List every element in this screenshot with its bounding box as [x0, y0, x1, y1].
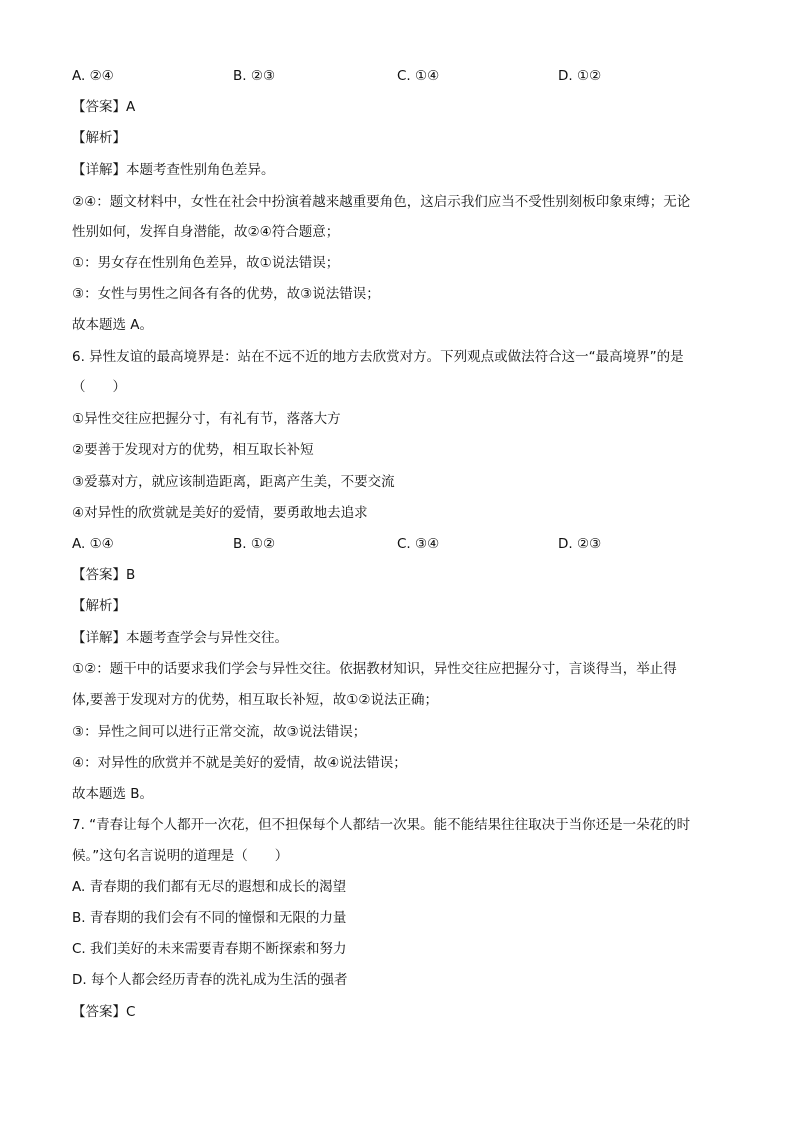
q6-conclusion: 故本题选 B。	[72, 786, 154, 802]
q6-detail-line: ③：异性之间可以进行正常交流，故③说法错误；	[72, 724, 367, 740]
q6-item: ③爱慕对方，就应该制造距离，距离产生美，不要交流	[72, 474, 395, 490]
q5-option-c: C. ①④	[397, 68, 440, 84]
q5-detail-line: ①：男女存在性别角色差异，故①说法错误；	[72, 255, 340, 271]
q6-options	[72, 534, 732, 554]
q6-item: ②要善于发现对方的优势，相互取长补短	[72, 442, 314, 458]
q6-item: ①异性交往应把握分寸，有礼有节，落落大方	[72, 411, 341, 427]
q6-analysis-label: 【解析】	[72, 598, 126, 614]
q5-option-a: A. ②④	[72, 68, 114, 84]
q7-stem-line: 7. “青春让每个人都开一次花，但不担保每个人都结一次果。能不能结果往往取决于当你还是一朵花的时	[72, 817, 691, 833]
q5-option-b: B. ②③	[233, 68, 276, 84]
q7-choice-b: B. 青春期的我们会有不同的憧憬和无限的力量	[72, 910, 347, 926]
q5-options	[72, 66, 732, 86]
q7-choice-a: A. 青春期的我们都有无尽的遐想和成长的渴望	[72, 879, 347, 895]
q6-detail: 【详解】本题考查学会与异性交往。	[72, 630, 288, 646]
q6-stem-line: 6. 异性友谊的最高境界是：站在不远不近的地方去欣赏对方。下列观点或做法符合这一“最高境界”的是	[72, 349, 684, 365]
q5-detail-line: ③：女性与男性之间各有各的优势，故③说法错误；	[72, 286, 380, 302]
q6-option-b: B. ①②	[233, 536, 276, 552]
q5-analysis-label: 【解析】	[72, 130, 126, 146]
q6-option-d: D. ②③	[558, 536, 602, 552]
q6-detail-line: 体,要善于发现对方的优势，相互取长补短，故①②说法正确；	[72, 692, 438, 708]
q6-stem-blank: （ ）	[72, 379, 126, 395]
q6-detail-line: ④：对异性的欣赏并不就是美好的爱情，故④说法错误；	[72, 755, 407, 771]
q6-item: ④对异性的欣赏就是美好的爱情，要勇敢地去追求	[72, 505, 368, 521]
q5-detail: 【详解】本题考查性别角色差异。	[72, 162, 275, 178]
q5-detail-line: ②④：题文材料中，女性在社会中扮演着越来越重要角色，这启示我们应当不受性别刻板印象束缚；无论	[72, 194, 691, 210]
q7-stem-line: 候。”这句名言说明的道理是（ ）	[72, 848, 289, 864]
q7-answer: 【答案】C	[72, 1004, 136, 1020]
q7-choice-d: D. 每个人都会经历青春的洗礼成为生活的强者	[72, 972, 348, 988]
q6-answer: 【答案】B	[72, 567, 136, 583]
q7-choice-c: C. 我们美好的未来需要青春期不断探索和努力	[72, 941, 347, 957]
q5-conclusion: 故本题选 A。	[72, 317, 154, 333]
q5-option-d: D. ①②	[558, 68, 602, 84]
q6-detail-line: ①②：题干中的话要求我们学会与异性交往。依据教材知识，异性交往应把握分寸，言谈得当，举止得	[72, 661, 677, 677]
q6-option-c: C. ③④	[397, 536, 440, 552]
q5-answer: 【答案】A	[72, 99, 136, 115]
q5-detail-line: 性别如何，发挥自身潜能，故②④符合题意；	[72, 224, 340, 240]
q6-option-a: A. ①④	[72, 536, 114, 552]
